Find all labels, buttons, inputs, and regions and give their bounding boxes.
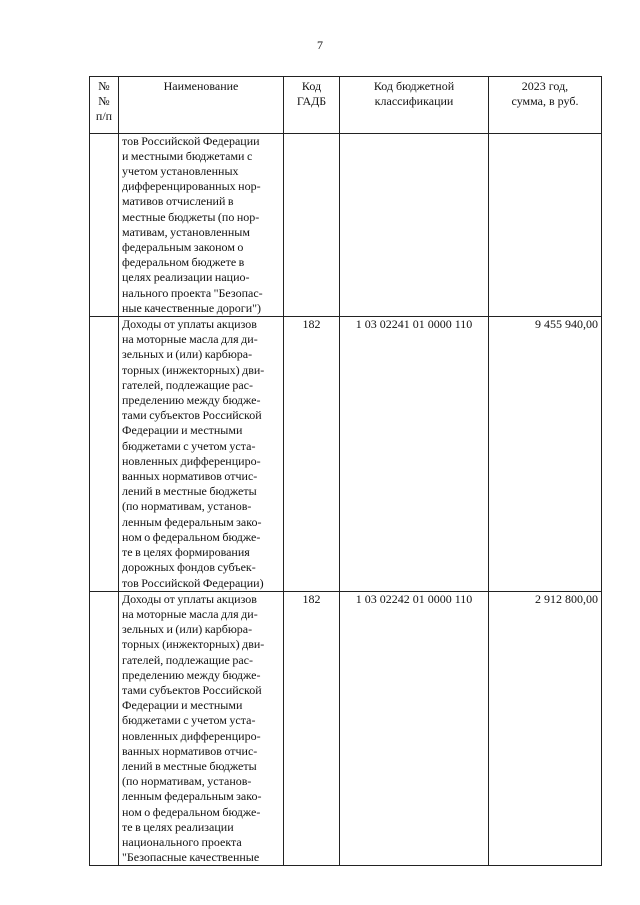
row-amount-cell [489,133,602,316]
table-row [90,133,602,316]
row-name-line: ном о федеральном бюдже- [122,804,261,819]
row-name-line: ленным федеральным зако- [122,514,262,529]
row-name-line: (по нормативам, установ- [122,774,252,789]
row-kbk-cell [340,133,489,316]
row-name-line: нального проекта "Безопас- [122,285,263,300]
row-name-line: новленных дифференциро- [122,453,261,468]
row-name-line: Доходы от уплаты акцизов [122,591,257,606]
row-name-line: тами субъектов Российской [122,408,262,423]
row-name-line: новленных дифференциро- [122,728,261,743]
row-name-line: бюджетами с учетом уста- [122,713,256,728]
row-amount-cell: 9 455 940,00 [489,317,602,592]
row-gadb-cell [284,133,340,316]
row-name-line: ванных нормативов отчис- [122,469,258,484]
row-name-line: гателей, подлежащие рас- [122,377,253,392]
row-name-cell [119,317,284,592]
row-name-line: гателей, подлежащие рас- [122,652,253,667]
header-num [90,77,119,134]
row-name-line: зельных и (или) карбюра- [122,622,253,637]
row-name-line: Федерации и местными [122,698,243,713]
row-name-line: дорожных фондов субъек- [122,560,256,575]
header-gadb [284,77,340,134]
header-kbk [340,77,489,134]
row-name-line: на моторные масла для ди- [122,606,258,621]
header-num-line-2: п/п [95,109,113,124]
row-name-line: и местными бюджетами с [122,148,253,163]
table-row [90,317,602,592]
row-name-line: торных (инжекторных) дви- [122,362,265,377]
row-name-line: Федерации и местными [122,423,243,438]
header-amount-line-1: 2023 год, [521,79,569,93]
row-gadb-cell: 182 [284,591,340,866]
row-name-line: мативам, установленным [122,224,250,239]
row-name-line: те в целях реализации [122,819,234,834]
row-name-line: тами субъектов Российской [122,682,262,697]
row-name-line: ном о федеральном бюдже- [122,529,261,544]
row-name-line: тов Российской Федерации) [122,575,264,590]
row-name-cell [119,133,284,316]
header-amount [489,77,602,134]
row-name-line: ванных нормативов отчис- [122,743,258,758]
row-name-line: пределению между бюдже- [122,393,261,408]
header-name [119,77,284,134]
row-number-cell [90,133,119,316]
row-kbk-cell: 1 03 02242 01 0000 110 [340,591,489,866]
row-amount-cell: 2 912 800,00 [489,591,602,866]
row-name-line: пределению между бюдже- [122,667,261,682]
row-kbk-cell: 1 03 02241 01 0000 110 [340,317,489,592]
page-number: 7 [317,38,323,52]
header-kbk-line-2: классификации [374,94,454,109]
header-kbk-line-1: Код бюджетной [373,79,455,93]
table-row [90,591,602,866]
row-name-cell [119,591,284,866]
header-name-line-1: Наименование [163,79,239,93]
row-name-line: бюджетами с учетом уста- [122,438,256,453]
row-name-line: "Безопасные качественные [122,850,260,865]
row-name-line: ные качественные дороги") [122,300,262,315]
row-name-line: те в целях формирования [122,545,250,560]
row-name-line: местные бюджеты (по нор- [122,209,260,224]
row-name-line: на моторные масла для ди- [122,332,258,347]
row-name-line: национального проекта [122,834,242,849]
row-name-line: учетом установленных [122,164,239,179]
row-name-line: лений в местные бюджеты [122,758,257,773]
row-name-line: (по нормативам, установ- [122,499,252,514]
table-header-row [90,77,602,134]
row-name-line: Доходы от уплаты акцизов [122,317,257,332]
row-name-line: целях реализации нацио- [122,270,250,285]
budget-revenue-table [89,76,602,866]
header-gadb-line-2: ГАДБ [296,94,327,109]
row-name-line: зельных и (или) карбюра- [122,347,253,362]
row-name-line: мативов отчислений в [122,194,234,209]
row-name-line: дифференцированных нор- [122,179,261,194]
row-gadb-cell: 182 [284,317,340,592]
row-name-line: торных (инжекторных) дви- [122,637,265,652]
row-number-cell [90,317,119,592]
row-name-line: тов Российской Федерации [122,133,260,148]
row-name-line: федеральным законом о [122,240,244,255]
row-number-cell [90,591,119,866]
row-name-line: ленным федеральным зако- [122,789,262,804]
row-name-line: лений в местные бюджеты [122,484,257,499]
header-gadb-line-1: Код [301,79,322,93]
header-num-line-1: №№ [98,79,110,109]
header-amount-line-2: сумма, в руб. [511,94,579,109]
row-name-line: федеральном бюджете в [122,255,245,270]
